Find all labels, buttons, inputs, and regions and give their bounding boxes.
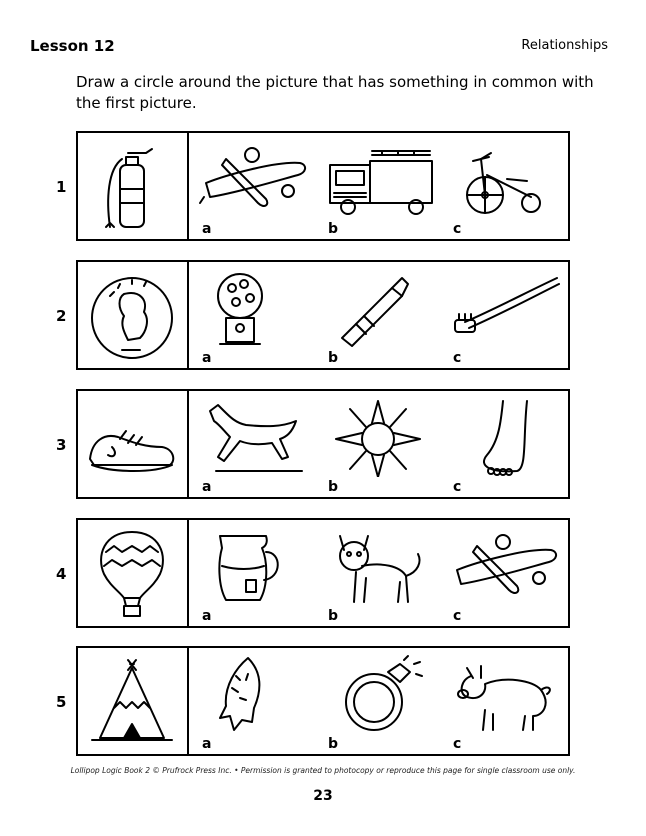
kitten-icon <box>322 526 440 606</box>
option-label: c <box>453 479 462 495</box>
ring-icon <box>322 654 440 734</box>
option-c[interactable] <box>443 391 567 497</box>
copyright-footer: Lollipop Logic Book 2 © Prufrock Press Inc. • Permission is granted to photocopy or reproduce this page for single classroom use only. <box>70 766 576 775</box>
option-label: c <box>453 350 462 366</box>
teepee-icon <box>84 654 180 748</box>
question-row-5 <box>76 646 570 756</box>
option-label: b <box>328 479 339 495</box>
option-label: a <box>202 350 212 366</box>
option-label: b <box>328 350 339 366</box>
foot-icon <box>447 397 565 477</box>
row-number: 4 <box>56 565 67 583</box>
option-b[interactable] <box>318 648 442 754</box>
row-number: 2 <box>56 307 67 325</box>
option-label: a <box>202 608 212 624</box>
prompt-picture <box>78 391 189 497</box>
option-label: a <box>202 479 212 495</box>
option-c[interactable] <box>443 648 567 754</box>
option-label: b <box>328 736 339 752</box>
question-row-1 <box>76 131 570 241</box>
tricycle-icon <box>447 139 565 219</box>
option-a[interactable] <box>192 648 316 754</box>
lesson-title: Lesson 12 <box>30 37 115 55</box>
option-label: a <box>202 221 212 237</box>
row-number: 5 <box>56 693 67 711</box>
option-a[interactable] <box>192 133 316 239</box>
airplane-icon <box>447 526 565 606</box>
option-c[interactable] <box>443 133 567 239</box>
fire-extinguisher-icon <box>84 139 180 233</box>
question-row-3 <box>76 389 570 499</box>
prompt-picture <box>78 133 189 239</box>
lesson-topic: Relationships <box>521 38 608 53</box>
hot-air-balloon-icon <box>84 526 180 620</box>
option-label: c <box>453 221 462 237</box>
sneaker-icon <box>84 397 180 491</box>
option-a[interactable] <box>192 262 316 368</box>
option-b[interactable] <box>318 262 442 368</box>
question-row-2 <box>76 260 570 370</box>
option-b[interactable] <box>318 520 442 626</box>
row-number: 3 <box>56 436 67 454</box>
option-b[interactable] <box>318 133 442 239</box>
fire-truck-icon <box>322 139 440 219</box>
option-label: c <box>453 736 462 752</box>
pitcher-icon <box>196 526 314 606</box>
quarter-coin-icon <box>84 268 180 362</box>
option-label: b <box>328 221 339 237</box>
option-c[interactable] <box>443 262 567 368</box>
arrowhead-icon <box>196 654 314 734</box>
prompt-picture <box>78 262 189 368</box>
gumball-machine-icon <box>196 268 314 348</box>
horse-icon <box>196 397 314 477</box>
sun-icon <box>322 397 440 477</box>
option-label: b <box>328 608 339 624</box>
option-c[interactable] <box>443 520 567 626</box>
option-b[interactable] <box>318 391 442 497</box>
row-number: 1 <box>56 178 67 196</box>
airplane-icon <box>196 139 314 219</box>
prompt-picture <box>78 520 189 626</box>
instructions: Draw a circle around the picture that has something in common with the first picture. <box>76 73 594 112</box>
option-label: a <box>202 736 212 752</box>
option-label: c <box>453 608 462 624</box>
toothbrush-icon <box>447 268 565 348</box>
pig-icon <box>447 654 565 734</box>
crayon-icon <box>322 268 440 348</box>
page-number: 23 <box>313 788 333 804</box>
option-a[interactable] <box>192 391 316 497</box>
question-row-4 <box>76 518 570 628</box>
option-a[interactable] <box>192 520 316 626</box>
prompt-picture <box>78 648 189 754</box>
